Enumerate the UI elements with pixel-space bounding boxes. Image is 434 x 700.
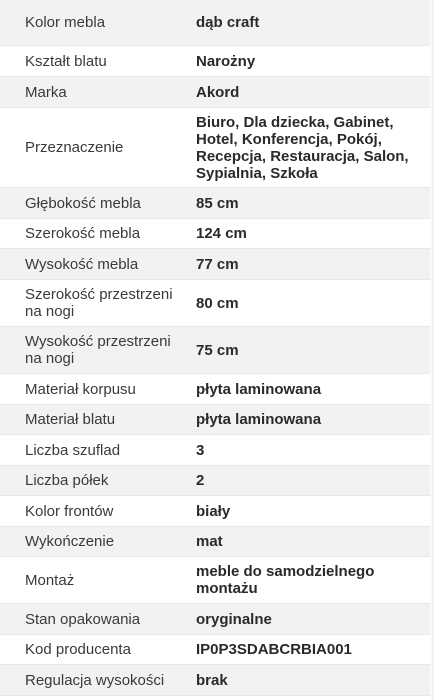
- spec-row-marka: [0, 77, 430, 108]
- spec-row-material-korpusu: [0, 374, 430, 405]
- spec-label: Kolor frontów: [25, 502, 114, 520]
- spec-row-liczba-polek: [0, 466, 430, 496]
- spec-label: Marka: [25, 83, 67, 101]
- spec-label: Wykończenie: [25, 533, 115, 550]
- spec-label: Szerokość mebla: [25, 225, 141, 242]
- spec-row-wykonczenie: [0, 527, 430, 557]
- spec-row-glebokosc-mebla: [0, 188, 430, 219]
- spec-label: Szerokość przestrzeni na nogi: [25, 286, 173, 320]
- spec-label: Wysokość mebla: [25, 255, 139, 273]
- spec-value: brak: [196, 671, 228, 689]
- spec-row-montaz: [0, 557, 430, 604]
- spec-row-kolor-mebla: [0, 0, 430, 46]
- spec-label: Kształt blatu: [25, 52, 107, 70]
- spec-label: Regulacja wysokości: [25, 671, 165, 689]
- spec-value: 3: [196, 441, 205, 459]
- spec-value: 77 cm: [196, 255, 239, 273]
- spec-value: 75 cm: [196, 341, 239, 359]
- spec-label: Wysokość przestrzeni na nogi: [25, 333, 171, 367]
- spec-label: Przeznaczenie: [25, 139, 124, 156]
- spec-value: oryginalne: [196, 610, 272, 628]
- spec-row-regulacja-wysokosci: [0, 665, 430, 696]
- spec-row-stan-opakowania: [0, 604, 430, 635]
- spec-row-przeznaczenie: [0, 108, 430, 188]
- scroll-edge-shadow: [430, 0, 434, 700]
- spec-value: płyta laminowana: [196, 380, 322, 398]
- spec-row-liczba-szuflad: [0, 435, 430, 466]
- spec-row-wysokosc-mebla: [0, 249, 430, 280]
- spec-label: Materiał blatu: [25, 411, 116, 428]
- spec-value: Narożny: [196, 52, 256, 70]
- spec-value: biały: [196, 502, 231, 520]
- spec-label: Stan opakowania: [25, 610, 141, 628]
- spec-value: Akord: [196, 83, 240, 101]
- spec-label: Liczba półek: [25, 472, 109, 489]
- spec-label: Głębokość mebla: [25, 194, 141, 212]
- spec-label: Materiał korpusu: [25, 380, 136, 398]
- spec-label: Liczba szuflad: [25, 441, 121, 459]
- spec-value: IP0P3SDABCRBIA001: [196, 641, 352, 658]
- spec-row-szerokosc-mebla: [0, 219, 430, 249]
- spec-value: 85 cm: [196, 194, 239, 212]
- spec-row-ksztalt-blatu: [0, 46, 430, 77]
- spec-label: Montaż: [25, 571, 75, 589]
- spec-value: meble do samodzielnego montażu: [196, 563, 375, 597]
- spec-value: płyta laminowana: [196, 411, 322, 428]
- spec-row-kolor-frontow: [0, 496, 430, 527]
- spec-value: Biuro, Dla dziecka, Gabinet, Hotel, Konferencja, Pokój, Recepcja, Restauracja, Salon, Sypialnia, Szkoła: [196, 113, 409, 182]
- spec-value: mat: [196, 533, 223, 550]
- spec-value: 2: [196, 472, 205, 489]
- spec-row-material-blatu: [0, 405, 430, 435]
- spec-value: dąb craft: [196, 14, 260, 31]
- spec-label: Kolor mebla: [25, 14, 106, 31]
- spec-value: 80 cm: [196, 294, 239, 312]
- spec-row-wysokosc-przestrzeni: [0, 327, 430, 374]
- spec-row-szerokosc-przestrzeni: [0, 280, 430, 327]
- spec-value: 124 cm: [196, 225, 247, 242]
- spec-row-kod-producenta: [0, 635, 430, 665]
- spec-label: Kod producenta: [25, 641, 131, 658]
